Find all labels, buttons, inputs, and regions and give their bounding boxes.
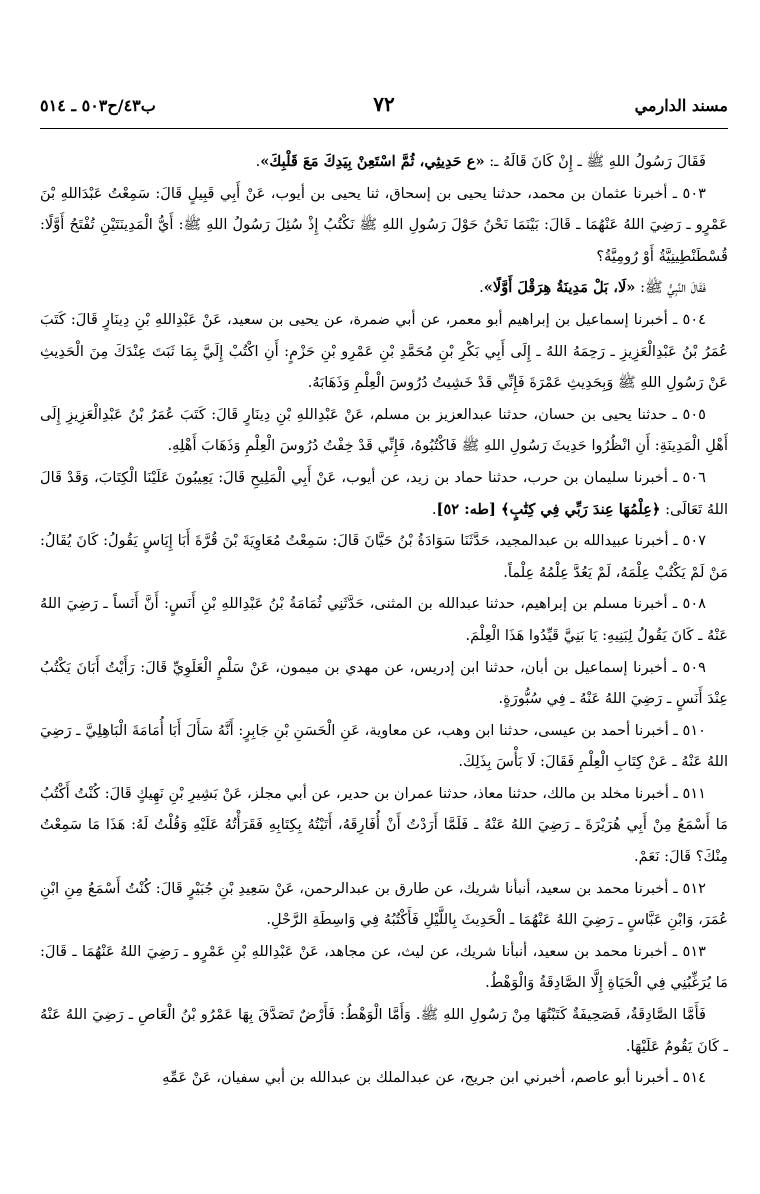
hadith-503-answer: فَقَالَ النَّبِيُّ ﷺ: «لَا، بَلْ مَدِينَةُ هِرَقْلَ أَوَّلًا». (479, 279, 706, 297)
hadith-510: ٥١٠ ـ أخبرنا أحمد بن عيسى، حدثنا ابن وهب، عن معاوية، عَنِ الْحَسَنِ بْنِ جَابِرٍ: أَنَّهُ سَأَلَ أَبَا أُمَامَةَ الْبَاهِلِيَّ ـ رَضِيَ اللهُ عَنْهُ ـ عَنْ كِتَابِ الْعِلْمِ فَقَالَ: لَا بَأْسَ بِذَلِكَ. (40, 721, 728, 771)
header-rule (40, 128, 728, 129)
hadith-503: ٥٠٣ ـ أخبرنا عثمان بن محمد، حدثنا يحيى بن إسحاق، ثنا يحيى بن أيوب، عَنْ أَبِي قَبِيلٍ قَالَ: سَمِعْتُ عَبْدَاللهِ بْنَ عَمْرٍو ـ رَضِيَ اللهُ عَنْهُمَا ـ قَالَ: بَيْنَمَا نَحْنُ حَوْلَ رَسُولِ اللهِ ﷺ نَكْتُبُ إِذْ سُئِلَ رَسُولُ اللهِ ﷺ: أَيُّ الْمَدِينَتَيْنِ تُفْتَحُ أَوَّلًا: قُسْطَنْطِينِيَّةُ أَوْ رُومِيَّةُ؟ (40, 184, 728, 265)
page-body (40, 146, 728, 1094)
hadith-513: ٥١٣ ـ أخبرنا محمد بن سعيد، أنبأنا شريك، عن ليث، عن مجاهد، عَنْ عَبْدِاللهِ بْنِ عَمْرٍو ـ رَضِيَ اللهُ عَنْهُمَا ـ قَالَ: مَا يُرَغِّبُنِي فِي الْحَيَاةِ إِلَّا الصَّادِقَةُ وَالْوَهْطُ. (40, 942, 728, 992)
hadith-505: ٥٠٥ ـ حدثنا يحيى بن حسان، حدثنا عبدالعزيز بن مسلم، عَنْ عَبْدِاللهِ بْنِ دِينَارٍ قَالَ: كَتَبَ عُمَرُ بْنُ عَبْدِالْعَزِيزِ إِلَى أَهْلِ الْمَدِينَةِ: أَنِ انْظُرُوا حَدِيثَ رَسُولِ اللهِ ﷺ فَاكْتُبُوهُ، فَإِنِّي قَدْ خِفْتُ دُرُوسَ الْعِلْمِ وَذَهَابَ أَهْلِهِ. (40, 405, 728, 455)
hadith-504: ٥٠٤ ـ أخبرنا إسماعيل بن إبراهيم أبو معمر، عن أبي ضمرة، عن يحيى بن سعيد، عَنْ عَبْدِاللهِ بْنِ دِينَارٍ قَالَ: كَتَبَ عُمَرُ بْنُ عَبْدِالْعَزِيزِ ـ رَحِمَهُ اللهُ ـ إِلَى أَبِي بَكْرِ بْنِ مُحَمَّدِ بْنِ عَمْرِو بْنِ حَزْمٍ: أَنِ اكْتُبْ إِلَيَّ بِمَا ثَبَتَ عِنْدَكَ مِنَ الْحَدِيثِ عَنْ رَسُولِ اللهِ ﷺ وَبِحَدِيثِ عَمْرَةَ فَإِنِّي قَدْ خَشِيتُ دُرُوسَ الْعِلْمِ وَذَهَابَهُ. (40, 310, 728, 392)
page-header (40, 92, 728, 126)
hadith-508: ٥٠٨ ـ أخبرنا مسلم بن إبراهيم، حدثنا عبدالله بن المثنى، حَدَّثَنِي ثُمَامَةُ بْنُ عَبْدِاللهِ بْنِ أَنَسٍ: أَنَّ أَنَساً ـ رَضِيَ اللهُ عَنْهُ ـ كَانَ يَقُولُ لِبَنِيهِ: يَا بَنِيَّ قَيِّدُوا هَذَا الْعِلْمَ. (40, 595, 728, 644)
hadith-512: ٥١٢ ـ أخبرنا محمد بن سعيد، أنبأنا شريك، عن طارق بن عبدالرحمن، عَنْ سَعِيدِ بْنِ جُبَيْرٍ قَالَ: كُنْتُ أَسْمَعُ مِنِ ابْنِ عُمَرَ، وَابْنِ عَبَّاسٍ ـ رَضِيَ اللهُ عَنْهُمَا ـ الْحَدِيثَ بِاللَّيْلِ فَأَكْتُبُهُ فِي وَاسِطَةِ الرَّحْلِ. (40, 879, 728, 929)
hadith-509: ٥٠٩ ـ أخبرنا إسماعيل بن أبان، حدثنا ابن إدريس، عن مهدي بن ميمون، عَنْ سَلْمٍ الْعَلَوِيِّ قَالَ: رَأَيْتُ أَبَانَ يَكْتُبُ عِنْدَ أَنَسٍ ـ رَضِيَ اللهُ عَنْهُ ـ فِي سُبُّورَةٍ. (40, 658, 728, 708)
hadith-511: ٥١١ ـ أخبرنا مخلد بن مالك، حدثنا معاذ، حدثنا عمران بن حدير، عن أبي مجلز، عَنْ بَشِيرِ بْنِ نَهِيكٍ قَالَ: كُنْتُ أَكْتُبُ مَا أَسْمَعُ مِنْ أَبِي هُرَيْرَةَ ـ رَضِيَ اللهُ عَنْهُ ـ فَلَمَّا أَرَدْتُ أَنْ أُفَارِقَهُ، أَتَيْتُهُ بِكِتَابِهِ فَقَرَأْتُهُ عَلَيْهِ وَقُلْتُ لَهُ: هَذَا مَا سَمِعْتُ مِنْكَ؟ قَالَ: نَعَمْ. (40, 784, 728, 866)
book-title: مسند الدارمي (634, 96, 728, 115)
hadith-514: ٥١٤ ـ أخبرنا أبو عاصم، أخبرني ابن جريج، عن عبدالملك بن عبدالله بن أبي سفيان، عَنْ عَمِّهِ (162, 1069, 706, 1087)
hadith-506: ٥٠٦ ـ أخبرنا سليمان بن حرب، حدثنا حماد بن زيد، عن أيوب، عَنْ أَبِي الْمَلِيحِ قَالَ: يَعِيبُونَ عَلَيْنَا الْكِتَابَ، وَقَدْ قَالَ اللهُ تَعَالَى: ﴿عِلْمُهَا عِندَ رَبِّي فِي كِتَٰبٍ﴾ [طه: ٥٢]. (40, 468, 728, 518)
page-number: ٧٢ (373, 92, 395, 116)
hadith-range: ب٤٣/ح٥٠٣ ـ ٥١٤ (40, 96, 156, 115)
hadith-513-explanation: فَأَمَّا الصَّادِقَةُ، فَصَحِيفَةٌ كَتَبْتُهَا مِنْ رَسُولِ اللهِ ﷺ. وَأَمَّا الْوَهْطُ: فَأَرْضٌ تَصَدَّقَ بِهَا عَمْرُو بْنُ الْعَاصِ ـ رَضِيَ اللهُ عَنْهُ ـ كَانَ يَقُومُ عَلَيْهَا. (40, 1006, 728, 1055)
paragraph-0: فَقَالَ رَسُولُ اللهِ ﷺ ـ إِنْ كَانَ قَالَهُ ـ: «ع حَدِيثِي، ثُمَّ اسْتَعِنْ بِيَدِكَ مَعَ قَلْبِكَ». (255, 153, 706, 170)
hadith-507: ٥٠٧ ـ أخبرنا عبيدالله بن عبدالمجيد، حَدَّثَنَا سَوَادَةُ بْنُ حَيَّانَ قَالَ: سَمِعْتُ مُعَاوِيَةَ بْنَ قُرَّةَ أَبَا إِيَاسٍ يَقُولُ: كَانَ يُقَالُ: مَنْ لَمْ يَكْتُبْ عِلْمَهُ، لَمْ يَعُدَّ عِلْمُهُ عِلْماً. (40, 532, 728, 581)
